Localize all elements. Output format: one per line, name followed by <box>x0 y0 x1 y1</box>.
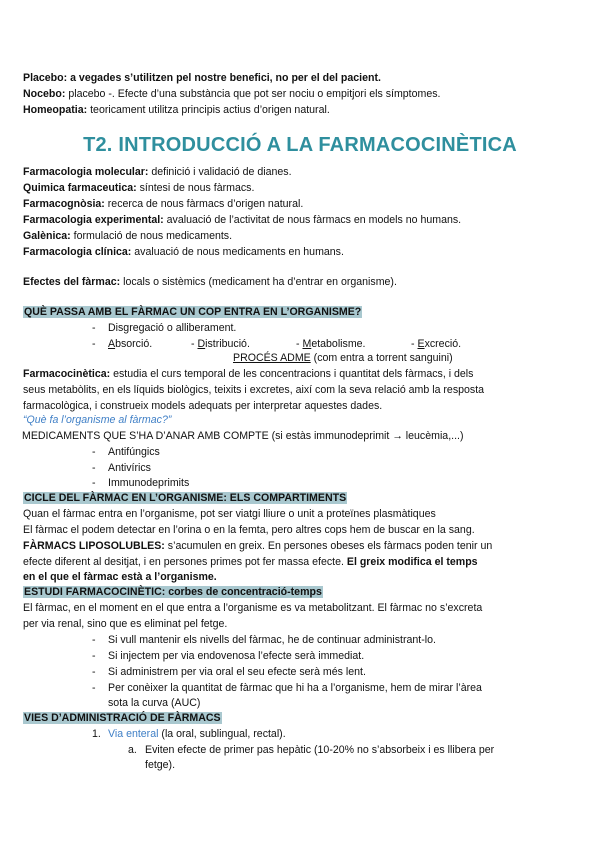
section-heading-compartiments: CICLE DEL FÀRMAC EN L’ORGANISME: ELS COMPARTIMENTS <box>24 492 347 504</box>
adme-distribucio: - Distribució. <box>191 338 250 350</box>
page-title: T2. INTRODUCCIÓ A LA FARMACOCINÈTICA <box>83 134 517 156</box>
list-item: Disgregació o alliberament. <box>108 322 237 334</box>
definition-line: Farmacologia clínica: avaluació de nous medicaments en humans. <box>23 246 344 258</box>
adme-absorcio: Absorció. <box>108 338 153 350</box>
placebo-line: Placebo: a vegades s’utilitzen pel nostre benefici, no per el del pacient. <box>23 72 381 84</box>
adme-excrecio: - Excreció. <box>411 338 462 350</box>
sub-item-continuation: fetge). <box>145 759 176 771</box>
list-item-continuation: sota la curva (AUC) <box>108 697 201 709</box>
definition-line: Quimica farmaceutica: síntesi de nous fàrmacs. <box>23 182 255 194</box>
definition-line: Farmacognòsia: recerca de nous fàrmacs d’origen natural. <box>23 198 304 210</box>
paragraph-line: El fàrmac, en el moment en el que entra a l’organisme es va metabolitzant. El fàrmac no s’excreta <box>23 602 483 614</box>
definition-line: Farmacologia molecular: definició i validació de dianes. <box>23 166 292 178</box>
list-item: Si vull mantenir els nivells del fàrmac, he de continuar administrant-lo. <box>108 634 436 646</box>
dash-bullet: - <box>92 666 96 678</box>
dash-bullet: - <box>92 477 96 489</box>
paragraph-line: Quan el fàrmac entra en l’organisme, pot ser viatgi lliure o unit a proteïnes plasmàtiques <box>23 508 436 520</box>
list-item: Antifúngics <box>108 446 160 458</box>
numbered-label: 1. <box>92 728 101 740</box>
paragraph-line: per via renal, sino que es eliminat pel fetge. <box>23 618 228 630</box>
dash-bullet: - <box>92 462 96 474</box>
farmacocinetica-line: Farmacocinètica: estudia el curs temporal de les concentracions i quantitat dels fàrmacs, i dels <box>23 368 474 380</box>
section-heading-estudi: ESTUDI FARMACOCINÈTIC: corbes de concentració-temps <box>24 586 322 598</box>
list-item: Antivírics <box>108 462 151 474</box>
dash-bullet: - <box>92 634 96 646</box>
proces-adme: PROCÉS ADME (com entra a torrent sanguini) <box>233 352 453 364</box>
liposolubles-line: efecte diferent al desitjat, i en persones primes pot fer massa efecte. El greix modifica el temps <box>23 556 478 568</box>
dash-bullet: - <box>92 446 96 458</box>
liposolubles-line: en el que el fàrmac està a l’organisme. <box>23 571 217 583</box>
definition-line: Galènica: formulació de nous medicaments. <box>23 230 233 242</box>
list-item: Si injectem per via endovenosa l’efecte serà immediat. <box>108 650 365 662</box>
dash-bullet: - <box>92 650 96 662</box>
medicaments-line: MEDICAMENTS QUE S’HA D’ANAR AMB COMPTE (si estàs immunodeprimit → leucèmia,...) <box>22 430 464 442</box>
via-enteral-link[interactable]: Via enteral <box>108 728 159 740</box>
list-item: Si administrem per via oral el seu efecte serà més lent. <box>108 666 366 678</box>
definition-line: Farmacologia experimental: avaluació de l’activitat de nous fàrmacs en models no humans. <box>23 214 462 226</box>
list-item: Per conèixer la quantitat de fàrmac que hi ha a l’organisme, hem de mirar l’àrea <box>108 682 482 694</box>
liposolubles-line: FÀRMACS LIPOSOLUBLES: s’acumulen en greix. En persones obeses els fàrmacs poden tenir un <box>23 540 493 552</box>
farmacocinetica-line: farmacològica, i construeix models adequats per interpretar aquestes dades. <box>23 400 383 412</box>
dash-bullet: - <box>92 322 96 334</box>
section-heading-organisme: QUÈ PASSA AMB EL FÀRMAC UN COP ENTRA EN L’ORGANISME? <box>24 306 362 318</box>
farmacocinetica-line: seus metabòlits, en els líquids biològics, teixits i excretes, així com la seva relació amb la resposta <box>23 384 485 396</box>
sub-item: Eviten efecte de primer pas hepàtic (10-20% no s’absorbeix i es llibera per <box>145 744 495 756</box>
adme-metabolisme: - Metabolisme. <box>296 338 366 350</box>
section-heading-vies: VIES D’ADMINISTRACIÓ DE FÀRMACS <box>24 712 221 724</box>
dash-bullet: - <box>92 338 96 350</box>
paragraph-line: El fàrmac el podem detectar en l’orina o en la femta, pero altres cops hem de buscar en la sang. <box>23 524 475 536</box>
via-enteral-item: Via enteral (la oral, sublingual, rectal). <box>108 728 286 740</box>
efectes-line: Efectes del fàrmac: locals o sistèmics (medicament ha d’entrar en organisme). <box>23 276 397 288</box>
homeopatia-line: Homeopatia: teoricament utilitza principis actius d’origen natural. <box>23 104 330 116</box>
quote-line: “Què fa l’organisme al fàrmac?” <box>23 414 172 426</box>
list-item: Immunodeprimits <box>108 477 190 489</box>
dash-bullet: - <box>92 682 96 694</box>
nocebo-line: Nocebo: placebo -. Efecte d’una substància que pot ser nociu o empitjori els símptomes. <box>23 88 441 100</box>
sub-label: a. <box>128 744 137 756</box>
